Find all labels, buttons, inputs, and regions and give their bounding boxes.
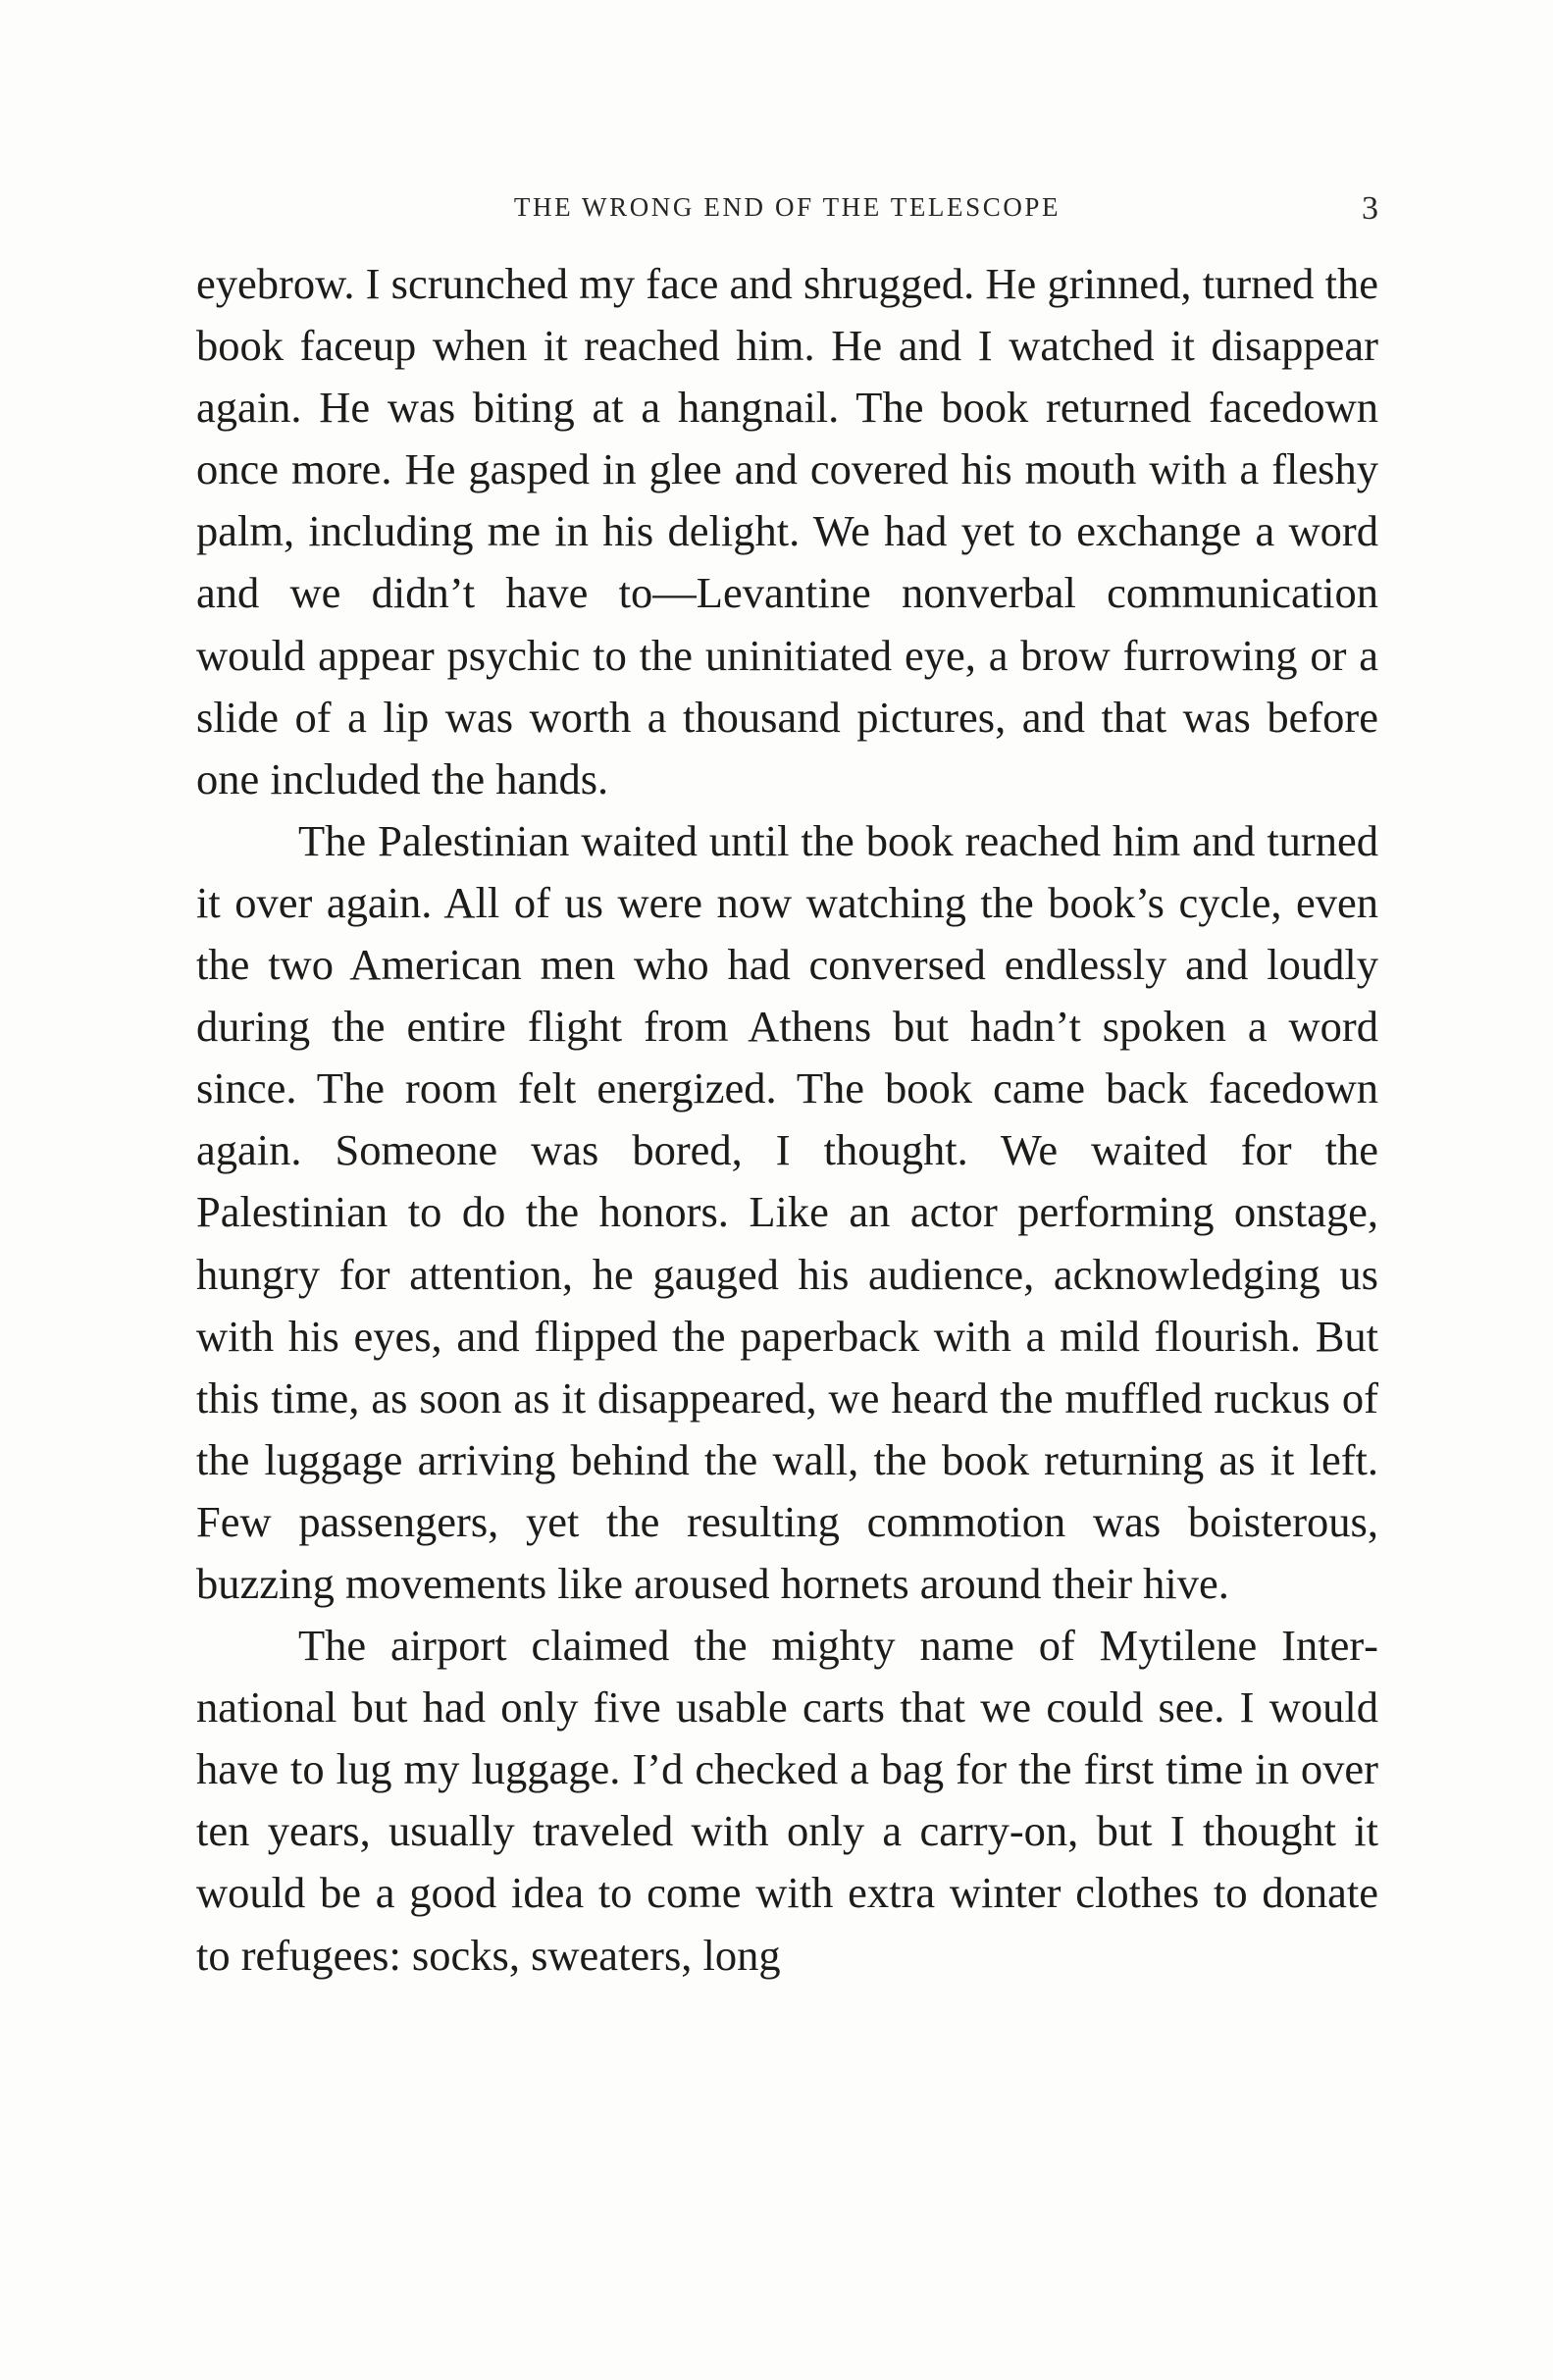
paragraph: eyebrow. I scrunched my face and shrugged. He grinned, turned the book faceup when it reached him. He and I watched it disappear again. He was biting at a hangnail. The book returned facedown once more. He gasped in glee and covered his mouth with a fleshy palm, including me in his delight. We had yet to exchange a word and we didn’t have to—Levantine nonverbal communication would appear psychic to the uninitiated eye, a brow furrowing or a slide of a lip was worth a thousand pictures, and that was before one included the hands.	[196, 259, 1378, 803]
page-number: 3	[1362, 190, 1378, 227]
body-text	[196, 253, 1378, 1987]
paragraph: The airport claimed the mighty name of Mytilene International but had only five usable carts that we could see. I would have to lug my luggage. I’d checked a bag for the first time in over ten years, usually traveled with only a carry-on, but I thought it would be a good idea to come with extra winter clothes to donate to refugees: socks, sweaters, long	[196, 1621, 1378, 1980]
running-head	[196, 192, 1378, 232]
running-head-title: THE WRONG END OF THE TELESCOPE	[513, 192, 1061, 222]
paragraph: The Palestinian waited until the book reached him and turned it over again. All of us were now watching the book’s cycle, even the two American men who had conversed endlessly and loudly during the entire flight from Athens but hadn’t spoken a word since. The room felt energized. The book came back facedown again. Someone was bored, I thought. We waited for the Palestinian to do the honors. Like an actor performing onstage, hungry for attention, he gauged his audience, acknowledging us with his eyes, and flipped the paperback with a mild flourish. But this time, as soon as it disappeared, we heard the muffled ruckus of the luggage arriving behind the wall, the book returning as it left. Few passengers, yet the resulting commotion was boisterous, buzzing movements like aroused hornets around their hive.	[196, 815, 1378, 1608]
